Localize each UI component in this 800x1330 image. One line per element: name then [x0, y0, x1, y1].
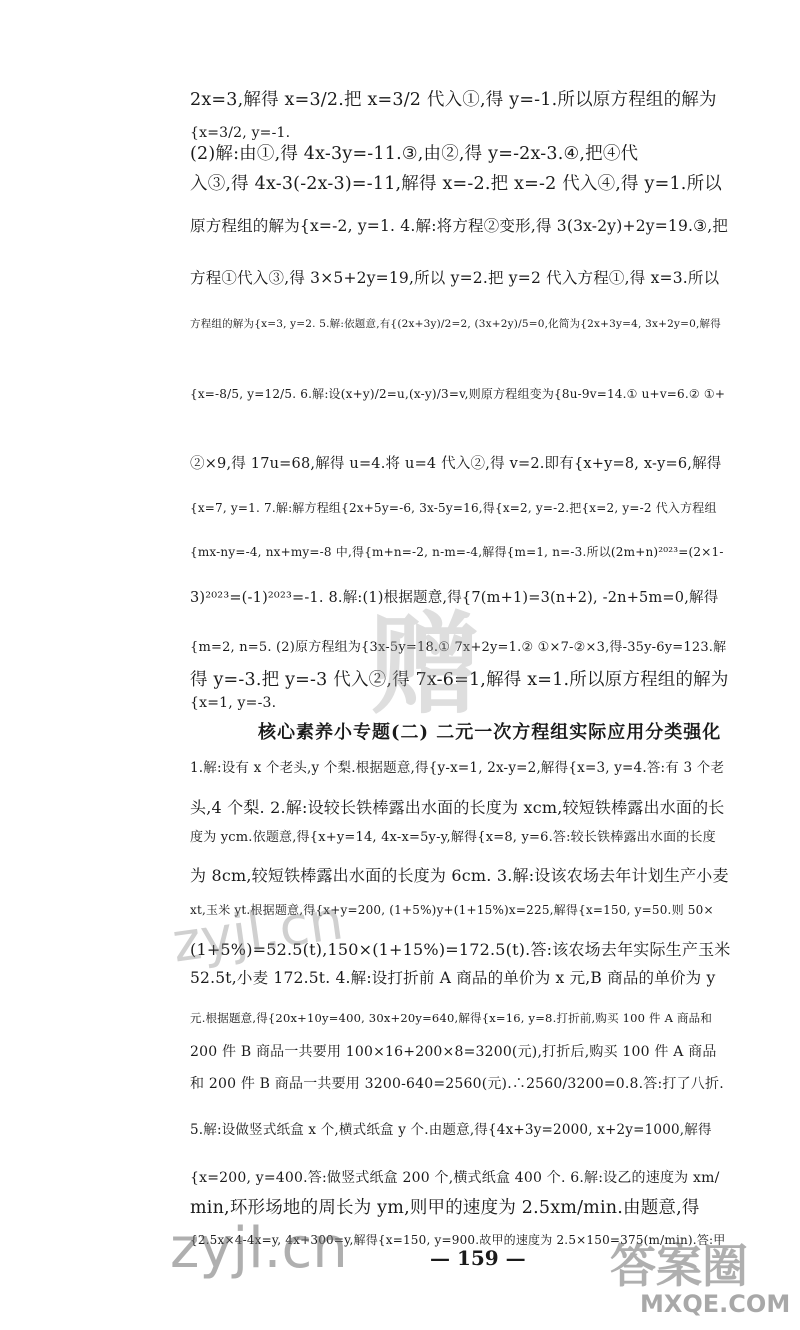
section-heading: 核心素养小专题(二) 二元一次方程组实际应用分类强化	[258, 722, 722, 743]
zyjl-watermark: zyjl.cn	[168, 888, 347, 975]
stamp-watermark: 赠	[370, 601, 480, 729]
text-line: 入③,得 4x-3(-2x-3)=-11,解得 x=-2.把 x=-2 代入④,得 y=1.所以	[190, 174, 722, 194]
text-line: 原方程组的解为{x=-2, y=1. 4.解:将方程②变形,得 3(3x-2y)+2y=19.③,把	[190, 217, 729, 235]
text-line: 方程①代入③,得 3×5+2y=19,所以 y=2.把 y=2 代入方程①,得 x=3.所以	[190, 269, 720, 287]
text-line: (2)解:由①,得 4x-3y=-11.③,由②,得 y=-2x-3.④,把④代	[190, 144, 639, 164]
text-line: 头,4 个梨. 2.解:设较长铁棒露出水面的长度为 xcm,较短铁棒露出水面的长	[190, 798, 725, 817]
text-line: 元.根据题意,得{20x+10y=400, 30x+20y=640,解得{x=16, y=8.打折前,购买 100 件 A 商品和	[190, 1011, 713, 1025]
text-line: 200 件 B 商品一共要用 100×16+200×8=3200(元),打折后,购买 100 件 A 商品	[190, 1044, 717, 1060]
text-line: (1+5%)=52.5(t),150×(1+15%)=172.5(t).答:该农场去年实际生产玉米	[190, 940, 731, 959]
text-line: 和 200 件 B 商品一共要用 3200-640=2560(元).∴2560/3200=0.8.答:打了八折.	[190, 1076, 724, 1092]
zyjl-watermark-bottom: zyjl.cn	[170, 1216, 348, 1281]
text-line: 52.5t,小麦 172.5t. 4.解:设打折前 A 商品的单价为 x 元,B 商品的单价为 y	[190, 969, 716, 987]
text-line: {2.5x×4-4x=y, 4x+300=y,解得{x=150, y=900.故甲的速度为 2.5×150=375(m/min).答:甲	[190, 1233, 726, 1247]
text-line: xt,玉米 yt.根据题意,得{x+y=200, (1+5%)y+(1+15%)x=225,解得{x=150, y=50.则 50×	[190, 903, 714, 917]
text-line: min,环形场地的周长为 ym,则甲的速度为 2.5xm/min.由题意,得	[190, 1198, 700, 1218]
text-line: 1.解:设有 x 个老头,y 个梨.根据题意,得{y-x=1, 2x-y=2,解得{x=3, y=4.答:有 3 个老	[190, 760, 725, 776]
text-line: {x=7, y=1. 7.解:解方程组{2x+5y=-6, 3x-5y=16,得{x=2, y=-2.把{x=2, y=-2 代入方程组	[190, 501, 717, 515]
text-line: ②×9,得 17u=68,解得 u=4.将 u=4 代入②,得 v=2.即有{x+y=8, x-y=6,解得	[190, 456, 722, 472]
text-line: 得 y=-3.把 y=-3 代入②,得 7x-6=1,解得 x=1.所以原方程组的解为	[190, 670, 729, 690]
text-line: {m=2, n=5. (2)原方程组为{3x-5y=18.① 7x+2y=1.② ①×7-②×3,得-35y-6y=123.解	[190, 640, 727, 655]
text-line: {x=3/2, y=-1.	[190, 125, 291, 141]
text-line: {x=-8/5, y=12/5. 6.解:设(x+y)/2=u,(x-y)/3=v,则原方程组变为{8u-9v=14.① u+v=6.② ①+	[190, 387, 726, 401]
text-line: 方程组的解为{x=3, y=2. 5.解:依题意,有{(2x+3y)/2=2, (3x+2y)/5=0,化简为{2x+3y=4, 3x+2y=0,解得	[190, 318, 721, 330]
mxqe-watermark: MXQE.COM	[640, 1290, 791, 1318]
text-line: 为 8cm,较短铁棒露出水面的长度为 6cm. 3.解:设该农场去年计划生产小麦	[190, 866, 729, 885]
text-line: {x=200, y=400.答:做竖式纸盒 200 个,横式纸盒 400 个. 6.解:设乙的速度为 xm/	[190, 1170, 720, 1186]
text-line: 度为 ycm.依题意,得{x+y=14, 4x-x=5y-y,解得{x=8, y=6.答:较长铁棒露出水面的长度	[190, 830, 716, 845]
text-line: 2x=3,解得 x=3/2.把 x=3/2 代入①,得 y=-1.所以原方程组的解为	[190, 90, 717, 110]
text-line: 5.解:设做竖式纸盒 x 个,横式纸盒 y 个.由题意,得{4x+3y=2000, x+2y=1000,解得	[190, 1122, 712, 1138]
text-line: 3)²⁰²³=(-1)²⁰²³=-1. 8.解:(1)根据题意,得{7(m+1)=3(n+2), -2n+5m=0,解得	[190, 590, 719, 606]
page-number: — 159 —	[430, 1246, 526, 1270]
text-line: {mx-ny=-4, nx+my=-8 中,得{m+n=-2, n-m=-4,解得{m=1, n=-3.所以(2m+n)²⁰²³=(2×1-	[190, 545, 724, 559]
text-line: {x=1, y=-3.	[190, 695, 277, 711]
answer-brand-logo: 答案圈	[610, 1239, 748, 1293]
